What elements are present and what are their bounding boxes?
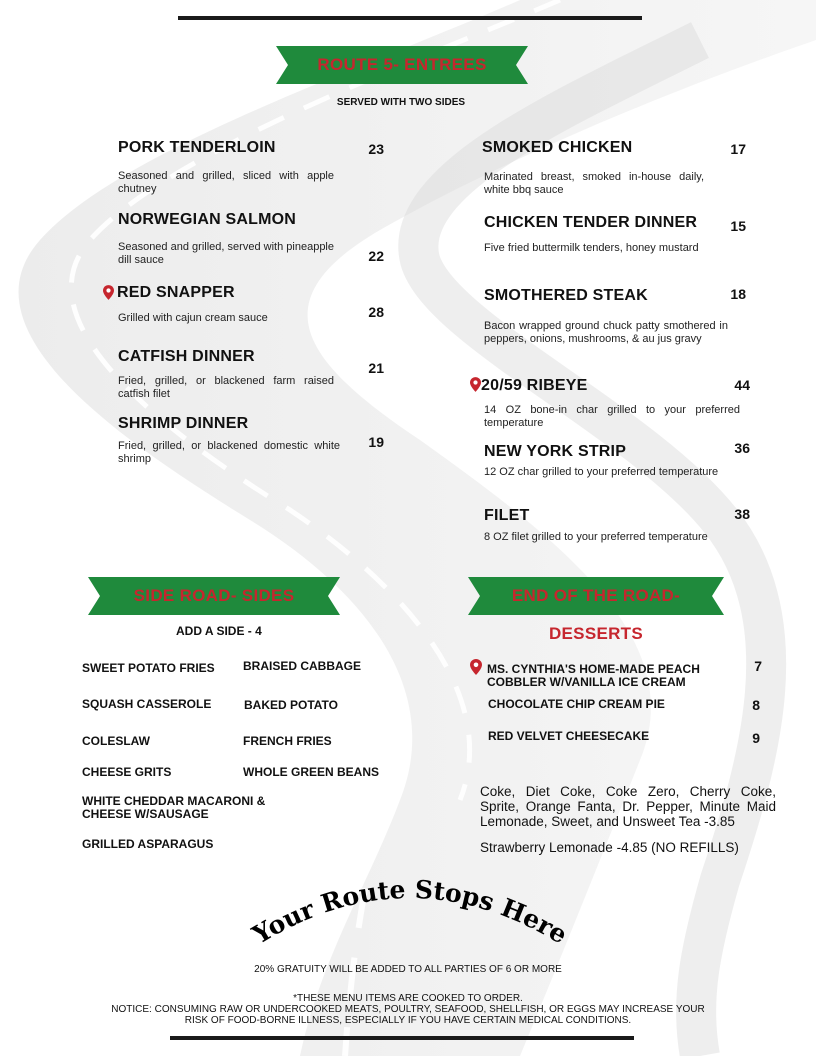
map-pin-icon bbox=[470, 659, 482, 675]
strawberry-lemonade: Strawberry Lemonade -4.85 (NO REFILLS) bbox=[480, 840, 739, 855]
side-item: BRAISED CABBAGE bbox=[243, 659, 362, 673]
map-pin-icon bbox=[103, 285, 114, 300]
side-item: GRILLED ASPARAGUS bbox=[82, 837, 214, 851]
entree-price: 21 bbox=[368, 360, 384, 376]
entree-name: SMOTHERED STEAK bbox=[484, 287, 648, 304]
entree-price: 22 bbox=[368, 248, 384, 264]
entree-desc: Fried, grilled, or blackened domestic white shrimp bbox=[118, 440, 340, 465]
side-item: BAKED POTATO bbox=[244, 698, 339, 712]
entrees-subtitle: SERVED WITH TWO SIDES bbox=[336, 97, 466, 108]
dessert-name: MS. CYNTHIA'S HOME-MADE PEACH COBBLER W/VANILLA ICE CREAM bbox=[487, 662, 700, 689]
cooked-to-order-note: *THESE MENU ITEMS ARE COOKED TO ORDER. bbox=[293, 993, 523, 1004]
entree-price: 28 bbox=[368, 304, 384, 320]
desserts-banner bbox=[468, 577, 724, 643]
dessert-price: 9 bbox=[752, 730, 760, 746]
entree-price: 44 bbox=[734, 377, 750, 393]
entree-desc: Seasoned and grilled, sliced with apple chutney bbox=[118, 170, 334, 195]
desserts-banner-label: END OF THE ROAD- DESSERTS bbox=[511, 586, 681, 643]
entree-name: CHICKEN TENDER DINNER bbox=[484, 214, 698, 231]
entree-price: 18 bbox=[730, 286, 746, 302]
side-item: COLESLAW bbox=[82, 734, 150, 748]
entree-name: FILET bbox=[484, 507, 530, 524]
side-item: SWEET POTATO FRIES bbox=[82, 661, 215, 675]
entree-price: 17 bbox=[730, 141, 746, 157]
entrees-banner-label: ROUTE 5- ENTREES bbox=[317, 55, 487, 74]
side-item: SQUASH CASSEROLE bbox=[82, 697, 212, 711]
tagline-textpath: Your Route Stops Here bbox=[247, 874, 573, 950]
health-notice: NOTICE: CONSUMING RAW OR UNDERCOOKED MEATS, POULTRY, SEAFOOD, SHELLFISH, OR EGGS MAY INCREASE YOUR RISK OF FOOD-BORNE ILLNESS, ESPECIALLY IF YOU HAVE CERTAIN MEDICAL CONDITIONS. bbox=[111, 1004, 705, 1026]
entree-name: CATFISH DINNER bbox=[118, 348, 255, 365]
entree-name: NORWEGIAN SALMON bbox=[118, 211, 297, 228]
entree-desc: Marinated breast, smoked in-house daily, white bbq sauce bbox=[484, 171, 704, 196]
sides-banner-label: SIDE ROAD- SIDES bbox=[133, 586, 295, 605]
entree-desc: 14 OZ bone-in char grilled to your preferred temperature bbox=[484, 404, 740, 429]
entree-name: 20/59 RIBEYE bbox=[481, 377, 588, 394]
gratuity-note: 20% GRATUITY WILL BE ADDED TO ALL PARTIES OF 6 OR MORE bbox=[254, 964, 562, 975]
entree-price: 19 bbox=[368, 434, 384, 450]
entree-name: SHRIMP DINNER bbox=[118, 415, 249, 432]
entree-desc: Bacon wrapped ground chuck patty smothered in peppers, onions, mushrooms, & au jus gravy bbox=[484, 320, 728, 345]
side-item: WHOLE GREEN BEANS bbox=[243, 765, 380, 779]
entree-name: PORK TENDERLOIN bbox=[118, 139, 276, 156]
entree-desc: Fried, grilled, or blackened farm raised catfish filet bbox=[118, 375, 334, 400]
tagline-text bbox=[247, 875, 573, 950]
entree-price: 23 bbox=[368, 141, 384, 157]
entree-desc: Seasoned and grilled, served with pineapple dill sauce bbox=[118, 241, 334, 266]
entree-price: 38 bbox=[734, 506, 750, 522]
entree-price: 36 bbox=[734, 440, 750, 456]
entree-desc: 8 OZ filet grilled to your preferred temperature bbox=[484, 531, 708, 543]
top-rule bbox=[178, 16, 642, 20]
entree-desc: 12 OZ char grilled to your preferred temperature bbox=[484, 466, 719, 478]
entree-desc: Grilled with cajun cream sauce bbox=[118, 312, 268, 324]
dessert-name: RED VELVET CHEESECAKE bbox=[488, 729, 650, 743]
entree-name: NEW YORK STRIP bbox=[484, 443, 627, 460]
entrees-banner bbox=[276, 46, 528, 84]
side-item: CHEESE GRITS bbox=[82, 765, 172, 779]
drinks-list: Coke, Diet Coke, Coke Zero, Cherry Coke, Sprite, Orange Fanta, Dr. Pepper, Minute Maid Lemonade, Sweet, and Unsweet Tea -3.85 bbox=[480, 784, 776, 829]
entree-name: RED SNAPPER bbox=[117, 284, 235, 301]
entree-price: 15 bbox=[730, 218, 746, 234]
sides-subtitle: ADD A SIDE - 4 bbox=[176, 624, 262, 638]
sides-banner bbox=[88, 577, 340, 615]
entree-desc: Five fried buttermilk tenders, honey mustard bbox=[484, 242, 699, 254]
tagline bbox=[240, 862, 580, 952]
entree-name: SMOKED CHICKEN bbox=[482, 139, 633, 156]
side-item: FRENCH FRIES bbox=[243, 734, 332, 748]
bottom-rule bbox=[170, 1036, 634, 1040]
dessert-name: CHOCOLATE CHIP CREAM PIE bbox=[488, 697, 665, 711]
dessert-price: 8 bbox=[752, 697, 760, 713]
side-item: WHITE CHEDDAR MACARONI & CHEESE W/SAUSAGE bbox=[82, 794, 266, 821]
dessert-price: 7 bbox=[754, 658, 762, 674]
map-pin-icon bbox=[470, 377, 481, 392]
